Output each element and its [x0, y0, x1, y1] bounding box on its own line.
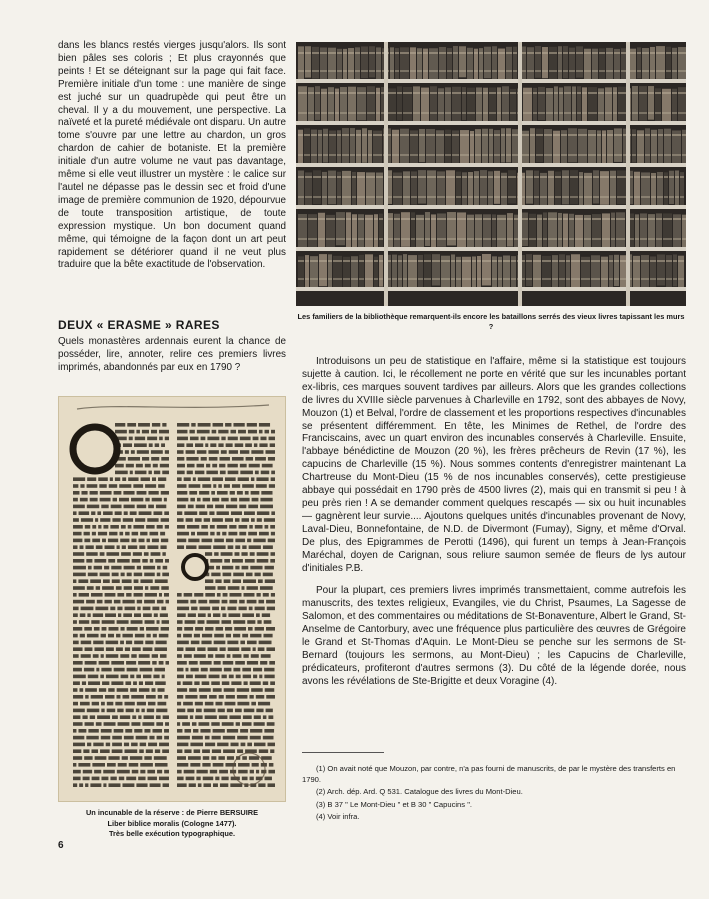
- book-spine: [543, 212, 547, 246]
- book-spine: [673, 254, 677, 286]
- left-column-text: [58, 40, 286, 272]
- incunable-caption-line: Un incunable de la réserve : de Pierre BERSUIRE: [85, 808, 259, 817]
- book-spine: [447, 212, 456, 245]
- book-spine: [533, 255, 541, 289]
- book-spine: [413, 86, 420, 121]
- page-number: 6: [58, 840, 64, 851]
- book-spine: [328, 254, 332, 287]
- book-spine: [336, 212, 345, 245]
- book-spine: [568, 128, 577, 162]
- book-spine: [657, 254, 665, 285]
- book-spine: [459, 46, 466, 77]
- incunable-caption-line: Très belle exécution typographique.: [108, 829, 236, 838]
- book-spine: [513, 47, 517, 80]
- book-spine: [656, 46, 665, 79]
- book-spine: [666, 47, 671, 79]
- book-spine: [576, 46, 583, 77]
- book-spine: [678, 47, 686, 80]
- incunable-page-image: [58, 396, 286, 802]
- book-spine: [401, 212, 410, 247]
- book-spine: [359, 255, 364, 289]
- book-spine: [611, 213, 615, 249]
- footnote: (4) Voir infra.: [316, 812, 360, 822]
- book-spine: [540, 173, 547, 209]
- book-spine: [593, 170, 599, 203]
- footnotes: [302, 764, 686, 825]
- book-spine: [639, 86, 647, 121]
- book-spine: [632, 86, 638, 121]
- book-spine: [424, 254, 431, 287]
- book-spine: [675, 170, 679, 204]
- incunable-caption-line: Liber biblice moralis (Cologne 1477).: [107, 818, 237, 828]
- book-spine: [651, 173, 656, 209]
- book-spine: [526, 254, 532, 286]
- book-spine: [418, 170, 426, 204]
- book-spine: [571, 254, 580, 288]
- book-spine: [319, 254, 327, 286]
- book-spine: [397, 86, 402, 120]
- book-spine: [419, 129, 425, 162]
- book-spine: [502, 86, 509, 121]
- book-spine: [664, 129, 671, 165]
- book-spine: [304, 128, 310, 163]
- footnote: (2) Arch. dép. Ard. Q 531. Catalogue des livres du Mont-Dieu.: [316, 787, 523, 797]
- book-spine: [318, 213, 325, 247]
- right-paragraph: Pour la plupart, ces premiers livres imprimés transmettaient, comme autrefois les manuscrits, des textes religieux, Evangiles, vie du Christ, Psaumes, La Sagesse de Salomon, et des commentaires ou méditations de St-Bonaventure, Albert le Grand, St-Anselme de Cantorbury, avec une fréquence plus particulière des œuvres de Grégoire le Grand et St-Thomas d'Aquin. Le Mont-Dieu se penche sur les sermons de St-Bernard (toujours les sermons, au Mont-Dieu) ; les Capucins de Charleville, prédicateurs, profiteront d'autres sermons (3). Du côté de la légende dorée, nous avons les révélations de Ste-Brigitte et deux Voragine (4).: [302, 585, 686, 687]
- book-spine: [411, 212, 415, 248]
- footnote-divider: [302, 752, 384, 753]
- shelf-upright: [626, 42, 630, 306]
- book-spine: [563, 46, 568, 78]
- book-spine: [506, 128, 511, 162]
- book-spine: [549, 47, 557, 80]
- book-spine: [369, 46, 375, 77]
- bookshelves-image: [296, 42, 686, 306]
- book-spine: [614, 128, 622, 162]
- book-spine: [425, 212, 430, 246]
- book-spine: [403, 254, 407, 288]
- book-spine: [342, 128, 349, 163]
- book-spine: [584, 215, 591, 250]
- shelf-upright: [518, 42, 522, 306]
- book-spine: [315, 86, 320, 120]
- book-spine: [361, 46, 368, 78]
- book-spine: [616, 212, 625, 247]
- incunable-caption: [58, 808, 286, 840]
- book-spine: [558, 46, 562, 80]
- book-spine: [666, 255, 672, 287]
- book-spine: [328, 171, 336, 205]
- book-spine: [577, 86, 581, 121]
- book-spine: [548, 212, 557, 248]
- book-spine: [392, 255, 397, 288]
- book-spine: [418, 255, 423, 287]
- footnote: (3) B 37 " Le Mont-Dieu " et B 30 " Capucins ".: [316, 799, 472, 809]
- book-spine: [494, 171, 500, 204]
- right-paragraph: Introduisons un peu de statistique en l'affaire, même si la statistique est toujours sujette à caution. Ici, le récollement ne porte en vérité que sur les incunables portant ex-libris, ces marques souvent tardives par ailleurs. Alors que les grandes collections de livres du XVIIIe siècle parvenues à Charleville en 1792, sont des abbayes de Novy, Mouzon (1) et Belval, l'ordre de classement et les proportions respectives d'incunables se présentent différemment. En tête, les Minimes de Rethel, de l'ordre des Franciscains, avec un quart environ des incunables conservés à Charleville. Ensuite, l'abbaye bénédictine de Mouzon (20 %), les frères prêcheurs de Revin (17 %), les capucins de Charleville (15 %). Nous sommes contents d'enregistrer maintenant La Chartreuse du Mont-Dieu (15 % de nos incunables conservés), cette prestigieuse abbaye qui possédait en 1790 près de 4500 livres (2), mais qui en transmit si peu ! à peu près rien ! A se demander comment quelques rescapés — six ou huit incunables — gagnèrent leur survie.... Ajoutons quelques unités d'incunables provenant de Novy, Laval-Dieu, Bonnefontaine, de N.D. de Divermont (Fumay), Signy, et même d'Orval. De plus, des Epigrammes de Perotti (1496), qui furent un temps à Jean-François Maréchal, doyen de Carignan, sous reliure saumon semée de fleurs de lys autour d'initiales P.B.: [302, 356, 686, 574]
- book-spine: [648, 86, 654, 120]
- book-spine: [501, 128, 505, 162]
- book-spine: [522, 213, 528, 247]
- footnote: (1) On avait noté que Mouzon, par contre, n'a pas fourni de manuscrits, de par le mystère des transferts en 1790.: [302, 764, 676, 784]
- book-spine: [542, 47, 548, 78]
- book-spine: [492, 46, 497, 80]
- book-spine: [305, 255, 309, 287]
- book-spine: [323, 129, 328, 163]
- book-spine: [480, 170, 487, 205]
- book-spine: [618, 87, 626, 121]
- book-spine: [508, 170, 516, 203]
- book-spine: [312, 47, 319, 79]
- book-spine: [669, 171, 674, 204]
- book-spine: [609, 255, 613, 287]
- book-spine: [538, 87, 545, 120]
- book-spine: [482, 254, 491, 285]
- intro-paragraph: Quels monastères ardennais eurent la chance de posséder, lire, annoter, relire ces premiers livres imprimés, abandonnés par eux en 1790 ?: [58, 336, 286, 373]
- book-spine: [617, 170, 626, 204]
- book-spine: [530, 128, 535, 164]
- book-spine: [298, 171, 304, 206]
- book-spine: [416, 215, 424, 251]
- book-spine: [564, 86, 571, 121]
- book-spine: [570, 170, 578, 204]
- book-spine: [453, 46, 458, 79]
- book-spine: [506, 47, 512, 80]
- book-spine: [427, 170, 436, 206]
- book-spine: [432, 254, 440, 285]
- book-spine: [313, 170, 321, 204]
- book-spine: [534, 171, 539, 206]
- book-spine: [641, 255, 649, 288]
- book-spine: [562, 170, 569, 204]
- book-spine: [430, 86, 437, 122]
- photo-caption: Les familiers de la bibliothèque remarquent-ils encore les bataillons serrés des vieux livres tapissant les murs ?: [297, 312, 685, 331]
- book-spine: [662, 89, 671, 124]
- book-spine: [610, 171, 616, 206]
- book-spine: [536, 129, 543, 163]
- book-spine: [439, 47, 446, 80]
- shelf-upright: [384, 42, 388, 306]
- book-spine: [470, 131, 474, 167]
- book-spine: [298, 86, 307, 122]
- book-spine: [379, 255, 383, 287]
- incunable-facsimile: [59, 397, 285, 801]
- book-spine: [305, 46, 311, 77]
- book-spine: [554, 86, 558, 121]
- book-spine: [362, 128, 367, 163]
- book-spine: [367, 86, 375, 121]
- book-spine: [614, 255, 619, 286]
- book-spine: [645, 128, 650, 163]
- book-spine: [348, 87, 356, 121]
- book-spine: [321, 89, 327, 125]
- book-spine: [451, 254, 455, 287]
- book-spine: [552, 255, 558, 287]
- section-heading: DEUX « ERASME » RARES: [58, 318, 220, 332]
- book-spine: [484, 47, 491, 79]
- book-spine: [346, 212, 351, 248]
- book-spine: [457, 212, 466, 247]
- book-spine: [298, 46, 304, 79]
- right-column-text: [302, 356, 686, 689]
- book-spine: [526, 170, 533, 203]
- book-spine: [535, 46, 541, 78]
- book-spine: [559, 254, 565, 287]
- book-spine: [572, 86, 576, 121]
- book-spine: [350, 128, 355, 164]
- book-spine: [365, 254, 373, 287]
- book-spine: [501, 173, 507, 209]
- book-spine: [446, 170, 455, 205]
- left-paragraph: dans les blancs restés vierges jusqu'alors. Ils sont bien pâles ses coloris ; Et plus crayonnés que peints ! Et se déteignant sur la page qui fait face. Première initiale d'un tome : une manière de singe est juché sur un quadrupède qui peut être un cheval. Il y a du mouvement, une perspective. La naïveté et la pureté médiévale ont disparu. Un autre tome s'ouvre par une lettre au chardon, un gros chardon de cahier de botaniste. Et la première initiale d'un autre volume ne vaut pas davantage, même si elle veut illustrer un mystère : le calice sur l'autel ne dépasse pas le dessin sec et froid d'une image de première communion de 1920, dépourvue de toute transposition artistique, de toute expression mystique. Un bon document quand même, qui témoigne de la façon dont un art peut rapidement se détériorer quand il ne veut plus traduire que la bête exactitude de l'observation.: [58, 40, 286, 271]
- library-shelves-photo: [296, 42, 686, 306]
- book-spine: [575, 215, 583, 250]
